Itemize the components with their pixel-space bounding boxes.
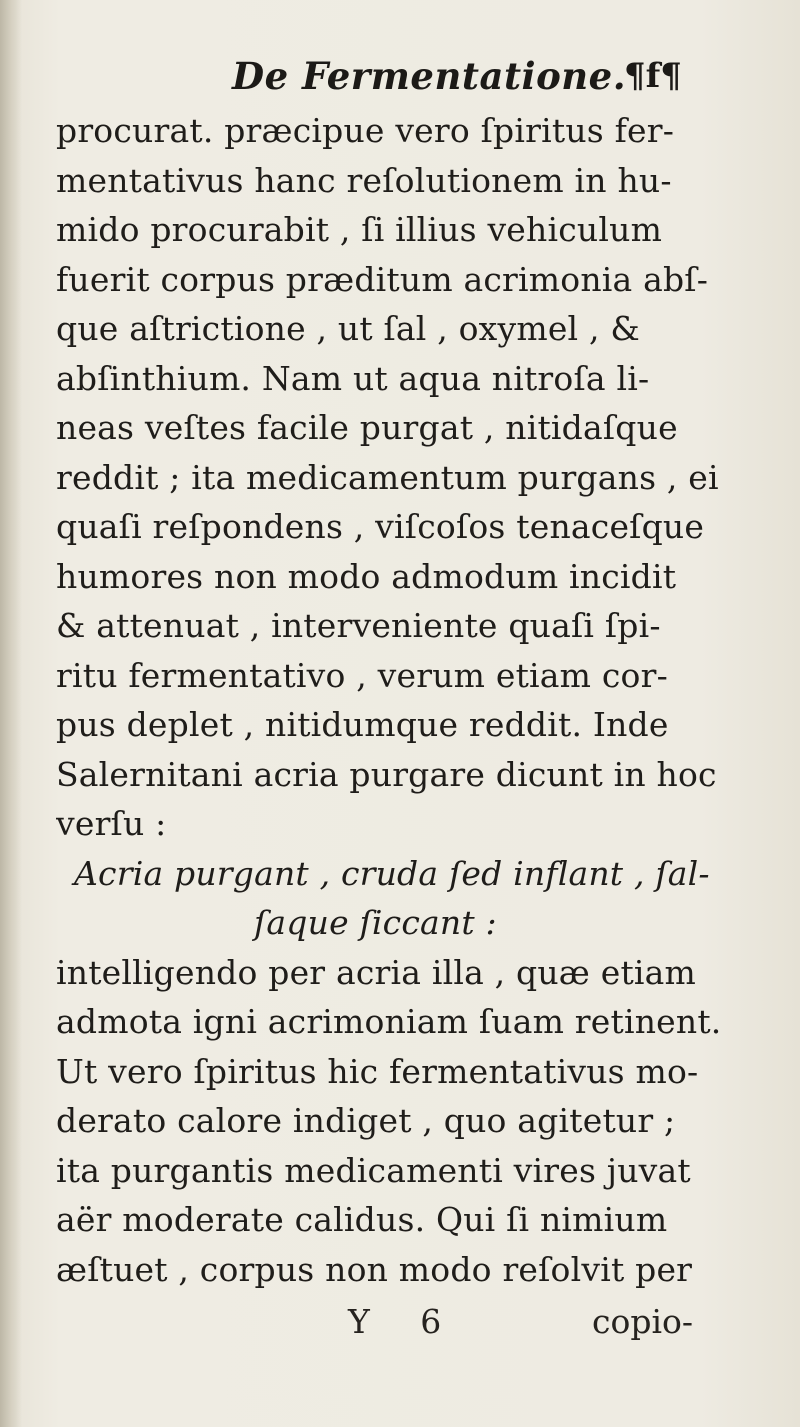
text-line: admota igni acrimoniam ſuam retinent. [56, 1002, 722, 1041]
text-line: derato calore indiget , quo agitetur ; [56, 1101, 676, 1140]
text-line: fuerit corpus præditum acrimonia abſ- [56, 259, 709, 299]
body-text [56, 106, 776, 1294]
page-number: ¶f¶ [624, 56, 682, 96]
verse-line: ſaque ſiccant : [254, 903, 497, 942]
text-line: aër moderate calidus. Qui ſi nimium [56, 1200, 668, 1239]
text-line: procurat. præcipue vero ſpiritus fer- [56, 111, 675, 150]
text-line: verſu : [56, 804, 167, 843]
text-line: abſinthium. Nam ut aqua nitroſa li- [56, 358, 650, 398]
page-header [232, 54, 752, 110]
text-line: mentativus hanc reſolutionem in hu- [56, 160, 672, 200]
text-line: ita purgantis medicamenti vires juvat [56, 1150, 691, 1190]
text-line: & attenuat , interveniente quaſi ſpi- [56, 606, 661, 645]
signature-mark: Y 6 [348, 1302, 462, 1341]
running-head: De Fermentatione. [232, 54, 627, 98]
text-line: neas veſtes facile purgat , nitidaſque [56, 408, 678, 447]
page-gutter-shadow [0, 0, 22, 1427]
catchword: copio- [592, 1302, 694, 1341]
text-line: mido procurabit , ſi illius vehiculum [56, 210, 663, 249]
text-line: æſtuet , corpus non modo reſolvit per [56, 1249, 693, 1289]
text-line: que aſtrictione , ut ſal , oxymel , & [56, 309, 640, 348]
text-line: reddit ; ita medicamentum purgans , ei [56, 457, 719, 497]
page-footer [56, 1302, 776, 1352]
text-line: Salernitani acria purgare dicunt in hoc [56, 754, 717, 794]
text-line: quaſi reſpondens , viſcoſos tenaceſque [56, 507, 705, 546]
text-line: Ut vero ſpiritus hic fermentativus mo- [56, 1051, 699, 1091]
text-line: pus deplet , nitidumque reddit. Inde [56, 705, 669, 744]
text-line: humores non modo admodum incidit [56, 556, 677, 596]
text-line: ritu fermentativo , verum etiam cor- [56, 655, 668, 695]
verse-line: Acria purgant , cruda ſed inflant , ſal- [74, 853, 710, 893]
text-line: intelligendo per acria illa , quæ etiam [56, 952, 697, 992]
